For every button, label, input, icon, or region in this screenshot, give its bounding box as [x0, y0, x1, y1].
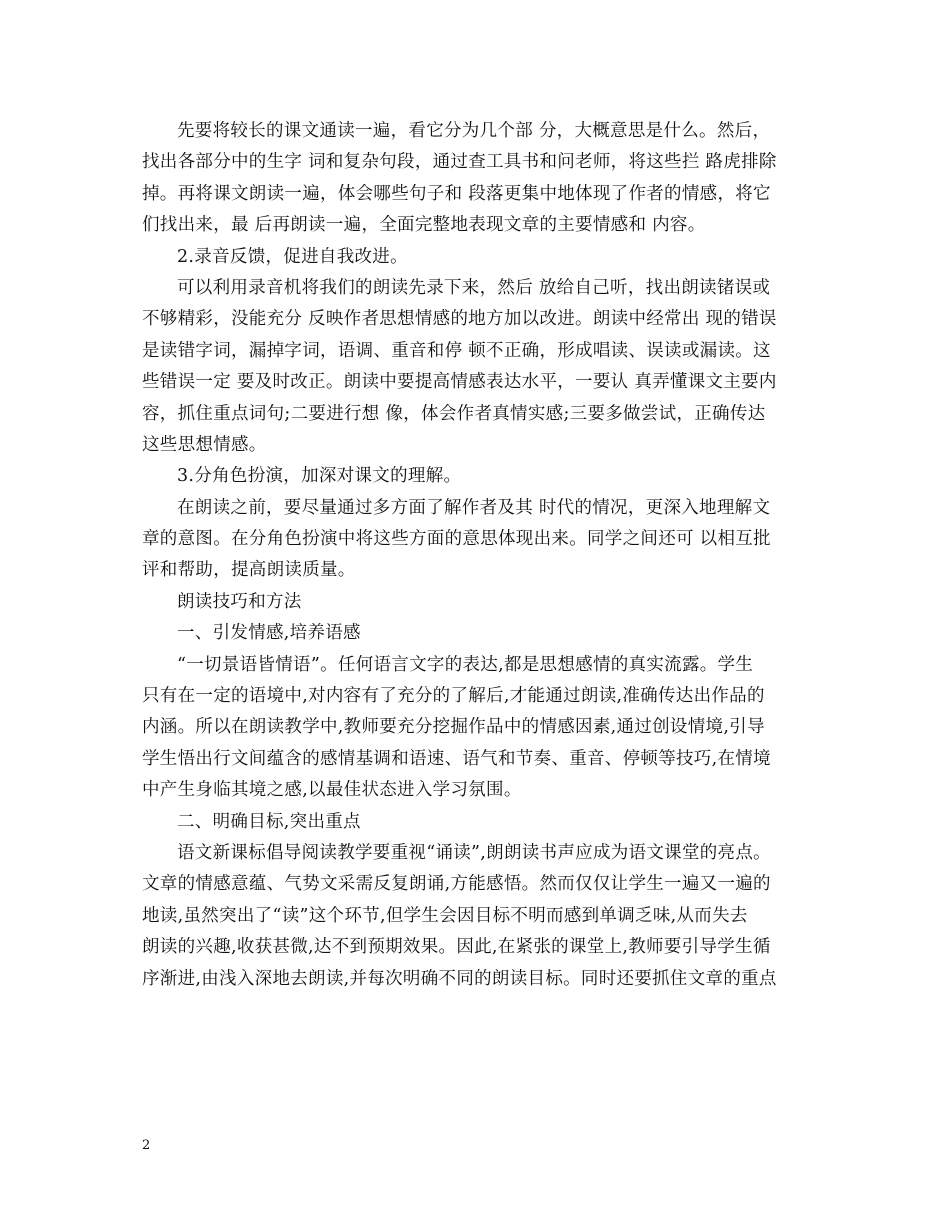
text-line: 序渐进,由浅入深地去朗读,并每次明确不同的朗读目标。同时还要抓住文章的重点 — [142, 968, 777, 989]
section-heading: 一、引发情感,培养语感 — [177, 623, 361, 644]
section-heading: 3.分角色扮演，加深对课文的理解。 — [177, 466, 462, 487]
text-line: 们找出来，最 后再朗读一遍，全面完整地表现文章的主要情感和 内容。 — [142, 215, 706, 236]
text-line: 中产生身临其境之感,以最佳状态进入学习氛围。 — [142, 780, 522, 801]
section-heading: 2.录音反馈，促进自我改进。 — [177, 246, 408, 267]
text-line: 朗读的兴趣,收获甚微,达不到预期效果。因此,在紧张的课堂上,教师要引导学生循 — [142, 937, 771, 958]
text-line: 地读,虽然突出了“读”这个环节,但学生会因目标不明而感到单调乏味,从而失去 — [142, 905, 748, 926]
page-number: 2 — [142, 1138, 151, 1153]
text-line: 掉。再将课文朗读一遍，体会哪些句子和 段落更集中地体现了作者的情感，将它 — [142, 183, 771, 204]
text-line: 文章的情感意蕴、气势文采需反复朗诵,方能感悟。然而仅仅让学生一遍又一遍的 — [142, 874, 771, 895]
text-line: “一切景语皆情语”。任何语言文字的表达,都是思想感情的真实流露。学生 — [177, 654, 754, 675]
text-line: 不够精彩，没能充分 反映作者思想情感的地方加以改进。朗读中经常出 现的错误 — [142, 309, 777, 330]
text-line: 在朗读之前，要尽量通过多方面了解作者及其 时代的情况，更深入地理解文 — [177, 497, 771, 518]
section-title: 朗读技巧和方法 — [177, 591, 302, 612]
text-line: 找出各部分中的生字 词和复杂句段，通过查工具书和问老师，将这些拦 路虎排除 — [142, 152, 777, 173]
text-line: 这些思想情感。 — [142, 434, 267, 455]
section-heading: 二、明确目标,突出重点 — [177, 811, 361, 832]
text-line: 学生悟出行文间蕴含的感情基调和语速、语气和节奏、重音、停顿等技巧,在情境 — [142, 748, 771, 769]
text-line: 只有在一定的语境中,对内容有了充分的了解后,才能通过朗读,准确传达出作品的 — [142, 686, 765, 707]
text-line: 评和帮助，提高朗读质量。 — [142, 560, 356, 581]
text-line: 内涵。所以在朗读教学中,教师要充分挖掘作品中的情感因素,通过创设情境,引导 — [142, 717, 765, 738]
text-line: 可以利用录音机将我们的朗读先录下来，然后 放给自己听，找出朗读锗误或 — [177, 277, 771, 298]
text-line: 容，抓住重点词句;二要进行想 像，体会作者真情实感;三要多做尝试，正确传达 — [142, 403, 766, 424]
text-line: 章的意图。在分角色扮演中将这些方面的意思体现出来。同学之间还可 以相互批 — [142, 529, 771, 550]
text-line: 些错误一定 要及时改正。朗读中要提高情感表达水平，一要认 真弄懂课文主要内 — [142, 372, 777, 393]
body-text — [142, 116, 822, 995]
text-line: 语文新课标倡导阅读教学要重视“诵读”,朗朗读书声应成为语文课堂的亮点。 — [177, 842, 771, 863]
text-line: 先要将较长的课文通读一遍，看它分为几个部 分，大概意思是什么。然后， — [177, 121, 771, 141]
text-line: 是读错字词，漏掉字词，语调、重音和停 顿不正确，形成唱读、误读或漏读。这 — [142, 340, 771, 361]
